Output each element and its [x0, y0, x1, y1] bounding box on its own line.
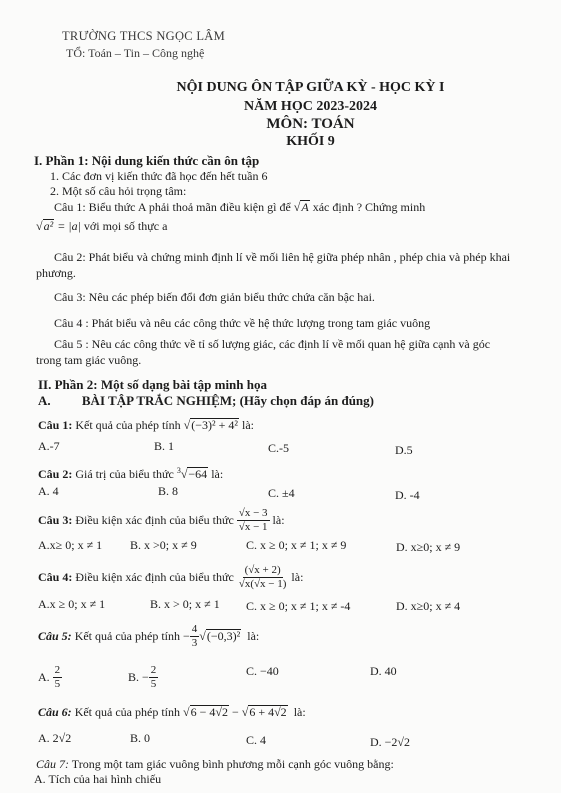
q-text: Kết quả của phép tính	[74, 628, 180, 643]
question-2: Câu 2: Phát biểu và chứng minh định lí về mối liên hệ giữa phép nhân , phép chia và phép khai phương.	[36, 250, 511, 280]
q-expr: (−3)² + 4²	[191, 418, 238, 432]
q1-text: Câu 1: Biểu thức A phải thoả mãn điều kiện gì để	[54, 200, 291, 214]
fraction-numerator: 2	[54, 664, 61, 677]
school-name: TRƯỜNG THCS NGỌC LÂM	[62, 29, 226, 43]
mc-question-1: Câu 1: Kết quả của phép tính √(−3)² + 4² là:	[38, 418, 254, 432]
sqrt-a: √A	[293, 200, 309, 214]
fraction-denominator: √x(√x − 1)	[238, 577, 287, 590]
c2-option-a: A. 4	[38, 484, 59, 498]
mc-question-3	[38, 505, 285, 535]
c4-option-c: C. x ≥ 0; x ≠ 1; x ≠ -4	[246, 599, 351, 613]
minus-sign: −	[183, 628, 190, 643]
q-expr: −64	[188, 467, 208, 481]
part1-heading: I. Phần 1: Nội dung kiến thức cần ôn tập	[34, 153, 260, 168]
fraction-numerator: √x − 3	[238, 507, 268, 520]
fraction-numerator: (√x + 2)	[244, 564, 281, 577]
c5-option-a	[38, 662, 62, 692]
q-expr: (−0,3)²	[206, 628, 241, 643]
q-tail: là:	[247, 628, 260, 643]
c5-option-b	[128, 662, 158, 692]
fraction-numerator: 2	[150, 664, 157, 677]
q-label: Câu 1:	[38, 418, 73, 432]
department-name: TỔ: Toán – Tin – Công nghệ	[66, 46, 205, 60]
c3-option-b: B. x >0; x ≠ 9	[130, 538, 197, 552]
c3-option-a: A.x≥ 0; x ≠ 1	[38, 538, 103, 552]
q-fraction	[237, 507, 270, 532]
section-a	[38, 393, 374, 409]
root-index: 3	[176, 466, 181, 475]
c5-option-d: D. 40	[370, 664, 397, 678]
q-text: Giá trị của biểu thức	[75, 467, 174, 481]
c3-option-d: D. x≥0; x ≠ 9	[396, 540, 461, 554]
school-year: NĂM HỌC 2023-2024	[244, 99, 377, 114]
q-text: Kết quả của phép tính	[75, 418, 181, 432]
q-text: Điều kiện xác định của biểu thức	[75, 569, 234, 584]
c6-option-c: C. 4	[246, 733, 267, 747]
q1-formula	[36, 219, 167, 234]
c2-option-d: D. -4	[395, 488, 420, 502]
c2-option-c: C. ±4	[268, 486, 295, 500]
q1-text-c: với mọi số thực a	[83, 219, 168, 233]
part2-heading: II. Phần 2: Một số dạng bài tập minh họa	[38, 377, 267, 392]
q-label: Câu 4:	[38, 569, 73, 584]
option-fraction	[53, 664, 63, 689]
q-tail: là:	[241, 418, 254, 432]
fraction-denominator: 5	[54, 677, 61, 690]
q-text: Điều kiện xác định của biểu thức	[75, 512, 234, 527]
c4-option-b: B. x > 0; x ≠ 1	[150, 597, 220, 611]
c1-option-c: C.-5	[268, 441, 289, 455]
q-label: Câu 3:	[38, 512, 73, 527]
mc-question-6: Câu 6: Kết quả của phép tính √6 − 4√2 − √6 + 4√2 là:	[38, 705, 306, 719]
sqrt-a-squared: √a²	[36, 219, 54, 233]
question-4: Câu 4 : Phát biểu và nêu các công thức về hệ thức lượng trong tam giác vuông	[54, 316, 431, 330]
q-label: Câu 6:	[38, 705, 72, 719]
doc-title: NỘI DUNG ÔN TẬP GIỮA KỲ - HỌC KỲ I	[176, 80, 445, 95]
c1-option-d: D.5	[395, 443, 413, 457]
section-title: BÀI TẬP TRẮC NGHIỆM; (Hãy chọn đáp án đúng)	[81, 393, 374, 408]
c3-option-c: C. x ≥ 0; x ≠ 1; x ≠ 9	[246, 538, 347, 552]
c6-option-b: B. 0	[130, 731, 151, 745]
part1-item2: 2. Một số câu hỏi trọng tâm:	[50, 184, 187, 198]
c7-option-a: A. Tích của hai hình chiếu	[34, 772, 162, 786]
question-1	[54, 200, 425, 215]
part1-item1: 1. Các đơn vị kiến thức đã học đến hết tuần 6	[50, 169, 268, 183]
c2-option-b: B. 8	[158, 484, 179, 498]
fraction-denominator: 3	[191, 636, 198, 649]
q-tail: là:	[291, 569, 304, 584]
q1-text-b: xác định ? Chứng minh	[312, 200, 426, 214]
fraction-denominator: √x − 1	[238, 520, 268, 533]
c4-option-d: D. x≥0; x ≠ 4	[396, 599, 461, 613]
option-label: B. −	[128, 669, 149, 684]
q-fraction	[237, 564, 289, 589]
section-letter: A.	[38, 393, 51, 408]
q-expr-1: 6 − 4√2	[190, 705, 228, 719]
q-tail: là:	[211, 467, 224, 481]
option-label: A.	[38, 669, 50, 684]
option-fraction	[149, 664, 159, 689]
c6-option-a: A. 2√2	[38, 731, 72, 745]
mc-question-4	[38, 562, 303, 592]
c4-option-a: A.x ≥ 0; x ≠ 1	[38, 597, 106, 611]
minus-sign: −	[231, 705, 239, 719]
mc-question-5: Câu 5: Kết quả của phép tính − $\frac{4}{3}$ √ (−0,3)² là:	[38, 623, 260, 649]
mc-question-2: Câu 2: Giá trị của biểu thức $^3$√−64 là:	[38, 466, 224, 481]
c1-option-a: A.-7	[38, 439, 60, 453]
subject: MÔN: TOÁN	[266, 116, 355, 132]
abs-a: = |a|	[57, 219, 81, 233]
q-text: Kết quả của phép tính	[74, 705, 180, 719]
question-3: Câu 3: Nêu các phép biến đổi đơn giản biểu thức chứa căn bậc hai.	[54, 290, 375, 304]
q-label: Câu 5:	[38, 628, 72, 643]
c5-option-c: C. −40	[246, 664, 279, 678]
fraction-numerator: 4	[191, 623, 198, 636]
q-fraction	[190, 623, 200, 648]
mc-question-7	[36, 757, 394, 772]
fraction-denominator: 5	[150, 677, 157, 690]
grade: KHỐI 9	[286, 134, 335, 149]
q-text: Trong một tam giác vuông bình phương mỗi cạnh góc vuông bằng:	[71, 757, 394, 771]
q-tail: là:	[293, 705, 306, 719]
q-expr-2: 6 + 4√2	[249, 705, 287, 719]
q-label: Câu 7:	[36, 757, 69, 771]
question-5: Câu 5 : Nêu các công thức về tỉ số lượng giác, các định lí về mối quan hệ giữa cạnh và góc trong tam giác vuông.	[36, 337, 491, 367]
c1-option-b: B. 1	[154, 439, 175, 453]
q-label: Câu 2:	[38, 467, 73, 481]
q-tail: là:	[272, 512, 285, 527]
c6-option-d: D. −2√2	[370, 735, 411, 749]
